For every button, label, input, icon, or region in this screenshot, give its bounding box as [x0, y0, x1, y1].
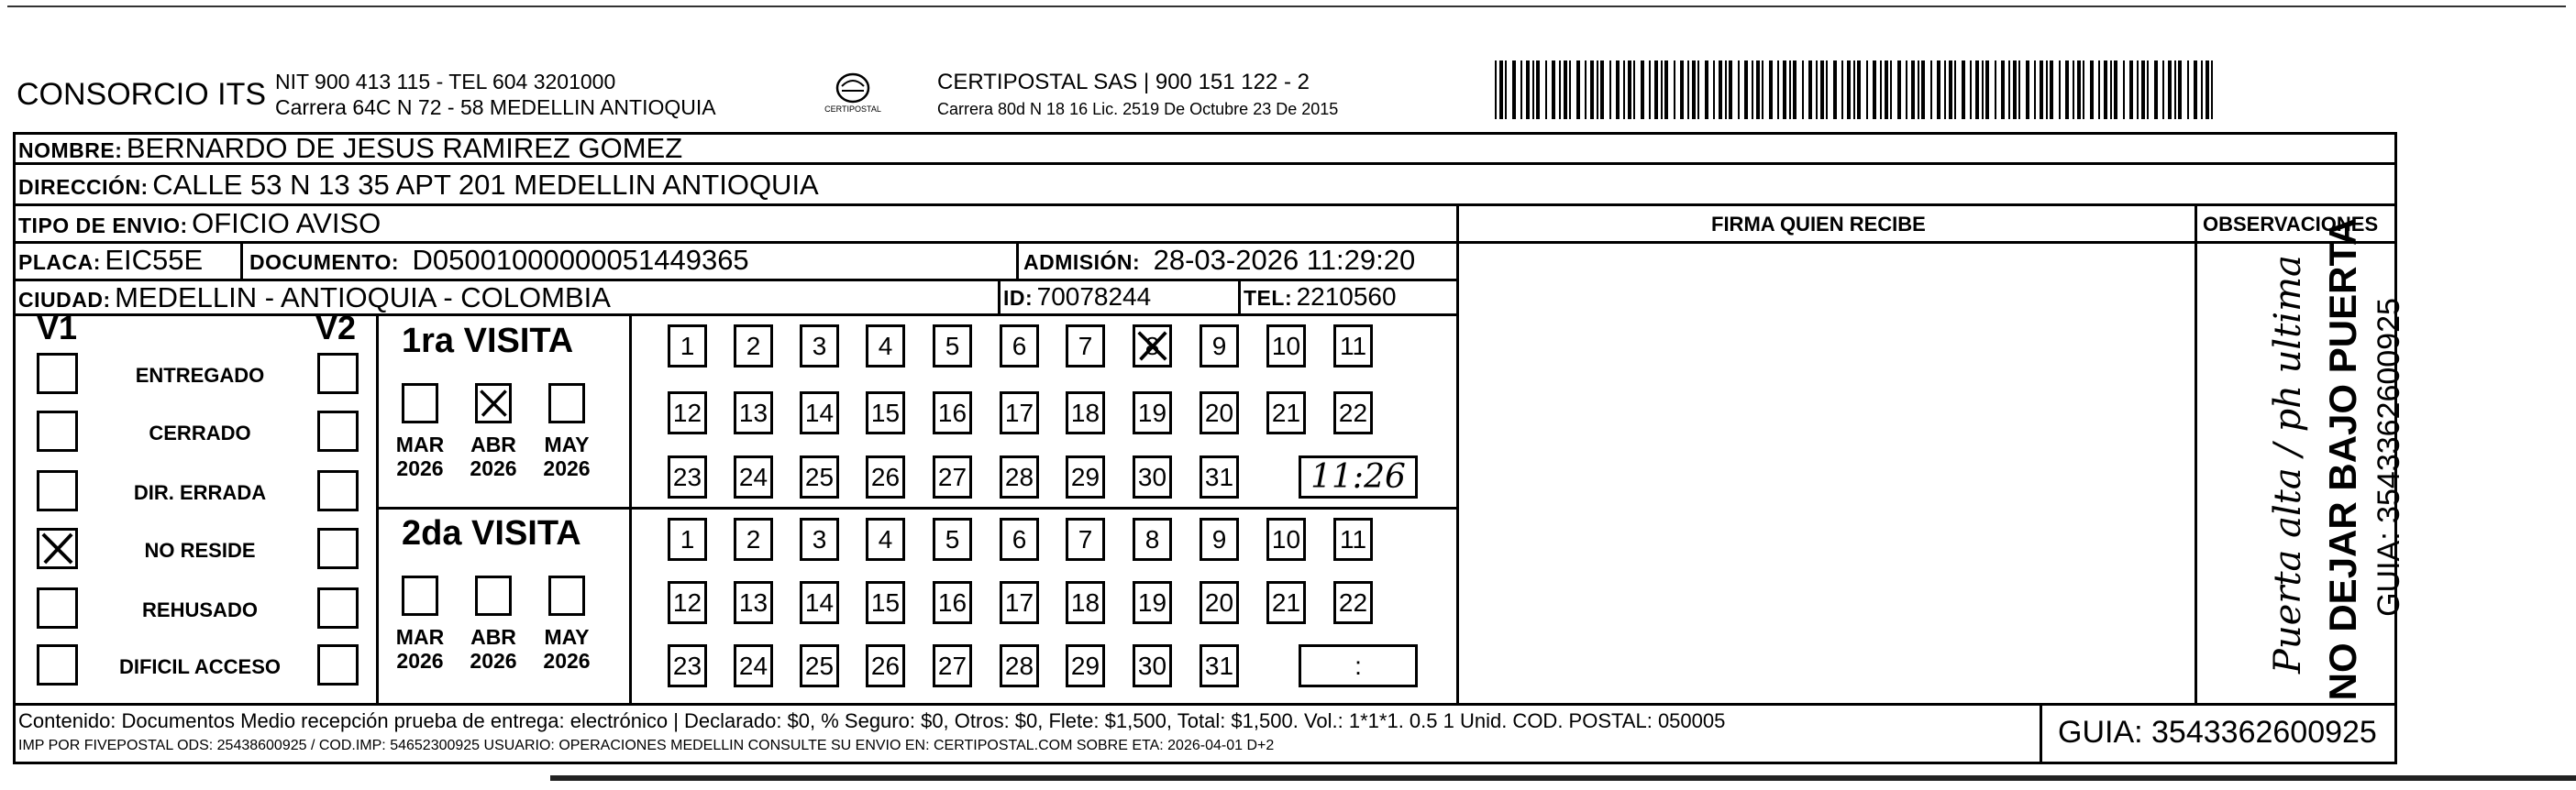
placa-value: EIC55E — [105, 244, 204, 276]
barcode-bar — [1769, 60, 1773, 119]
day-box[interactable]: 30 — [1133, 644, 1172, 687]
v1-checkbox[interactable] — [37, 528, 78, 569]
placa-row — [18, 246, 203, 274]
barcode-bar — [1962, 60, 1965, 119]
barcode-bar — [1590, 60, 1594, 119]
barcode-bar — [1921, 60, 1925, 119]
barcode-bar — [2123, 60, 2125, 119]
footer-content-line: Contenido: Documentos Medio recepción prueba de entrega: electrónico | Declarado: $0, % Seguro: $0, Otros: $0, Flete: $1,500, Total: $1,500. Vol.: 1*1*1. 0.5 1 Unid. COD. POSTAL: 050005 — [18, 709, 1726, 732]
barcode-bar — [1512, 60, 1516, 119]
col-obs-left — [2195, 203, 2197, 704]
barcode-bar — [2137, 60, 2139, 119]
barcode-bar — [2065, 60, 2069, 119]
month-label — [466, 433, 521, 481]
day-box[interactable]: 21 — [1266, 581, 1306, 624]
barcode-bar — [2147, 60, 2149, 119]
day-box[interactable]: 1 — [668, 324, 707, 368]
barcode-bar — [1808, 60, 1812, 119]
tel-label: TEL: — [1244, 286, 1293, 310]
day-box[interactable]: 16 — [933, 581, 972, 624]
status-label: CERRADO — [149, 422, 251, 444]
barcode-bar — [2077, 60, 2081, 119]
barcode-bar — [1777, 60, 1779, 119]
day-box[interactable]: 27 — [933, 644, 972, 687]
barcode-bar — [2168, 60, 2172, 119]
day-box[interactable]: 29 — [1066, 455, 1105, 499]
month-name: MAR — [395, 433, 445, 456]
barcode-bar — [1802, 60, 1804, 119]
month-label — [392, 433, 448, 481]
barcode-bar — [1949, 60, 1952, 119]
barcode-bar — [1738, 60, 1740, 119]
nombre-row — [18, 134, 682, 162]
month-name: MAY — [544, 625, 590, 649]
barcode-bar — [1783, 60, 1786, 119]
barcode-bar — [1847, 60, 1851, 119]
day-box[interactable]: 25 — [800, 455, 839, 499]
barcode-bar — [1505, 60, 1507, 119]
col-admision-div — [1016, 241, 1019, 280]
side-guia: GUIA: 3543362600925 — [2371, 298, 2406, 617]
barcode-bar — [2001, 60, 2005, 119]
barcode-bar — [1692, 60, 1696, 119]
side-warning: NO DEJAR BAJO PUERTA — [2321, 217, 2364, 701]
day-box[interactable]: 21 — [1266, 391, 1306, 434]
carrier-address: Carrera 80d N 18 16 Lic. 2519 De Octubre 23 De 2015 — [937, 100, 1339, 118]
month-year: 2026 — [543, 649, 591, 674]
certipostal-logo — [816, 66, 890, 121]
barcode-bar — [2090, 60, 2094, 119]
month-year: 2026 — [396, 456, 444, 481]
day-box[interactable]: 23 — [668, 455, 707, 499]
status-label: ENTREGADO — [135, 364, 265, 387]
status-label: NO RESIDE — [144, 539, 256, 562]
direccion-value: CALLE 53 N 13 35 APT 201 MEDELLIN ANTIOQUIA — [152, 169, 819, 201]
barcode-bar — [2178, 60, 2182, 119]
barcode-bar — [2162, 60, 2164, 119]
footer-guia-div — [2040, 703, 2042, 764]
barcode-bar — [1649, 60, 1651, 119]
month-checkbox[interactable] — [402, 576, 438, 616]
month-label — [539, 433, 594, 481]
barcode-bar — [1654, 60, 1658, 119]
day-box[interactable]: 13 — [734, 391, 773, 434]
barcode-bar — [2187, 60, 2189, 119]
barcode-bar — [1641, 60, 1644, 119]
row-line-3b — [1456, 241, 2397, 244]
barcode-bar — [1697, 60, 1699, 119]
visit-split-line — [376, 507, 1458, 510]
month-label — [539, 625, 594, 674]
barcode-bar — [1890, 60, 1892, 119]
day-box[interactable]: 15 — [866, 581, 905, 624]
v1-checkbox[interactable] — [37, 353, 78, 394]
placa-label: PLACA: — [18, 250, 101, 274]
barcode-bar — [1536, 60, 1540, 119]
barcode-bar — [1609, 60, 1611, 119]
barcode-bar — [1628, 60, 1631, 119]
barcode-bar — [2018, 60, 2020, 119]
day-box[interactable]: 26 — [866, 644, 905, 687]
day-box[interactable]: 2 — [734, 518, 773, 561]
barcode-bar — [1885, 60, 1888, 119]
barcode-bar — [1597, 60, 1598, 119]
barcode-bar — [1729, 60, 1732, 119]
barcode-bar — [1841, 60, 1843, 119]
v2-checkbox[interactable] — [317, 644, 359, 686]
firma-header: FIRMA QUIEN RECIBE — [1711, 213, 1926, 236]
day-box[interactable]: 19 — [1133, 581, 1172, 624]
v1-checkbox[interactable] — [37, 470, 78, 511]
visit2-title: 2da VISITA — [402, 514, 581, 553]
carrier-name: CERTIPOSTAL SAS | 900 151 122 - 2 — [937, 70, 1310, 94]
barcode-bar — [1897, 60, 1901, 119]
day-box[interactable]: 13 — [734, 581, 773, 624]
day-box[interactable]: 22 — [1333, 391, 1373, 434]
v2-checkbox[interactable] — [317, 353, 359, 394]
company-nit: NIT 900 413 115 - TEL 604 3201000 — [275, 70, 616, 93]
barcode-bar — [1793, 60, 1797, 119]
day-box[interactable]: 9 — [1200, 518, 1239, 561]
day-box[interactable]: 24 — [734, 455, 773, 499]
id-label: ID: — [1003, 286, 1034, 310]
col-id-div — [998, 279, 1001, 314]
col-tel-div — [1238, 279, 1241, 314]
documento-value: D05001000000051449365 — [412, 244, 749, 276]
barcode-bar — [1820, 60, 1824, 119]
barcode-bar — [2104, 60, 2107, 119]
day-box[interactable]: 4 — [866, 324, 905, 368]
scan-bottom-edge — [550, 775, 2576, 781]
day-box[interactable]: 6 — [1000, 518, 1039, 561]
barcode-bar — [2201, 60, 2203, 119]
barcode-bar — [2154, 60, 2158, 119]
day-box[interactable]: 7 — [1066, 324, 1105, 368]
barcode-bar — [1687, 60, 1689, 119]
barcode-bar — [1985, 60, 1989, 119]
barcode-bar — [1576, 60, 1580, 119]
day-box[interactable]: 25 — [800, 644, 839, 687]
barcode-bar — [2059, 60, 2061, 119]
observaciones-header: OBSERVACIONES — [2203, 213, 2379, 236]
barcode-bar — [1982, 60, 1984, 119]
barcode-bar — [1526, 60, 1530, 119]
ciudad-row — [18, 283, 611, 312]
logo-text: CERTIPOSTAL — [824, 104, 881, 114]
id-value: 70078244 — [1036, 282, 1152, 311]
nombre-label: NOMBRE: — [18, 138, 123, 162]
barcode-bar — [2026, 60, 2029, 119]
barcode-bar — [1713, 60, 1715, 119]
barcode-bar — [2050, 60, 2053, 119]
v2-checkbox[interactable] — [317, 411, 359, 452]
barcode-bar — [2046, 60, 2048, 119]
direccion-label: DIRECCIÓN: — [18, 175, 149, 199]
barcode-bar — [1664, 60, 1668, 119]
barcode-bar — [2211, 60, 2213, 119]
day-box[interactable]: 2 — [734, 324, 773, 368]
month-checkbox[interactable] — [475, 576, 512, 616]
day-box[interactable]: 18 — [1066, 391, 1105, 434]
documento-row — [249, 246, 749, 274]
barcode-bar — [1661, 60, 1663, 119]
month-checkbox[interactable] — [402, 383, 438, 423]
barcode-bar — [1752, 60, 1753, 119]
v1-checkbox[interactable] — [37, 644, 78, 686]
barcode-bar — [1495, 60, 1497, 119]
day-box[interactable]: 17 — [1000, 581, 1039, 624]
footer-guia: GUIA: 3543362600925 — [2058, 715, 2377, 750]
day-box[interactable]: 1 — [668, 518, 707, 561]
barcode-bar — [1756, 60, 1760, 119]
day-box[interactable]: 10 — [1266, 518, 1306, 561]
barcode-bar — [2013, 60, 2017, 119]
barcode-bar — [2141, 60, 2145, 119]
day-box[interactable]: 8 — [1133, 324, 1172, 368]
tel-value: 2210560 — [1296, 282, 1397, 311]
day-box[interactable]: 26 — [866, 455, 905, 499]
barcode-bar — [2194, 60, 2197, 119]
barcode-bar — [1833, 60, 1837, 119]
day-box[interactable]: 15 — [866, 391, 905, 434]
barcode-bar — [1911, 60, 1915, 119]
barcode-bar — [1674, 60, 1675, 119]
nombre-value: BERNARDO DE JESUS RAMIREZ GOMEZ — [126, 132, 683, 164]
admision-value: 28-03-2026 11:29:20 — [1153, 244, 1416, 276]
barcode-bar — [2008, 60, 2010, 119]
day-box[interactable]: 5 — [933, 518, 972, 561]
month-name: MAR — [395, 625, 445, 649]
barcode-bar — [1880, 60, 1882, 119]
month-year: 2026 — [470, 456, 517, 481]
v2-checkbox[interactable] — [317, 470, 359, 511]
tipo-label: TIPO DE ENVIO: — [18, 214, 188, 237]
day-box[interactable]: 27 — [933, 455, 972, 499]
barcode-bar — [2034, 60, 2036, 119]
month-checkbox[interactable] — [548, 576, 585, 616]
tipo-value: OFICIO AVISO — [192, 207, 381, 239]
day-box[interactable]: 10 — [1266, 324, 1306, 368]
barcode-bar — [1633, 60, 1635, 119]
barcode-bar — [1564, 60, 1567, 119]
barcode-bar — [1954, 60, 1956, 119]
barcode-bar — [1600, 60, 1604, 119]
barcode-bar — [1789, 60, 1791, 119]
tipo-row — [18, 209, 381, 237]
v2-label: V2 — [315, 309, 357, 346]
row-line-2 — [13, 203, 2397, 206]
month-name: ABR — [470, 625, 516, 649]
day-box[interactable]: 8 — [1133, 518, 1172, 561]
month-name: ABR — [470, 433, 516, 456]
month-year: 2026 — [396, 649, 444, 674]
day-box[interactable]: 18 — [1066, 581, 1105, 624]
barcode-bar — [2040, 60, 2043, 119]
barcode-bar — [2098, 60, 2100, 119]
status-label: DIFICIL ACCESO — [118, 655, 281, 678]
day-box[interactable]: 20 — [1200, 581, 1239, 624]
barcode-bar — [1705, 60, 1708, 119]
barcode-bar — [1857, 60, 1861, 119]
tel-row — [1244, 284, 1397, 310]
v1-checkbox[interactable] — [37, 411, 78, 452]
row-line-5 — [13, 313, 1459, 316]
day-box[interactable]: 28 — [1000, 455, 1039, 499]
day-box[interactable]: 30 — [1133, 455, 1172, 499]
month-year: 2026 — [543, 456, 591, 481]
status-label: REHUSADO — [142, 598, 258, 621]
status-label: DIR. ERRADA — [133, 481, 267, 504]
day-box[interactable]: 14 — [800, 391, 839, 434]
barcode-bar — [1995, 60, 1996, 119]
day-box[interactable]: 23 — [668, 644, 707, 687]
observation-note: Puerta alta / ph ultima — [2267, 255, 2309, 674]
month-checkbox[interactable] — [548, 383, 585, 423]
day-box[interactable]: 22 — [1333, 581, 1373, 624]
barcode-bar — [1930, 60, 1932, 119]
barcode-bar — [1826, 60, 1828, 119]
day-box[interactable]: 31 — [1200, 644, 1239, 687]
barcode-bar — [1680, 60, 1684, 119]
barcode-bar — [1944, 60, 1946, 119]
barcode-bar — [2073, 60, 2074, 119]
barcode-bar — [1853, 60, 1855, 119]
company-name: CONSORCIO ITS — [17, 77, 267, 112]
month-checkbox[interactable] — [475, 383, 512, 423]
day-box[interactable]: 7 — [1066, 518, 1105, 561]
barcode-bar — [2174, 60, 2176, 119]
barcode-bar — [1762, 60, 1763, 119]
barcode-bar — [1532, 60, 1534, 119]
day-box[interactable]: 12 — [668, 391, 707, 434]
day-box[interactable]: 14 — [800, 581, 839, 624]
v1-checkbox[interactable] — [37, 587, 78, 629]
day-box[interactable]: 3 — [800, 324, 839, 368]
id-row — [1003, 284, 1151, 310]
day-box[interactable]: 6 — [1000, 324, 1039, 368]
barcode-bar — [1873, 60, 1876, 119]
col-placa-div — [240, 241, 243, 280]
time-box[interactable]: 11:26 — [1299, 455, 1418, 499]
day-box[interactable]: 28 — [1000, 644, 1039, 687]
barcode-bar — [1520, 60, 1522, 119]
month-label — [466, 625, 521, 674]
barcode-bar — [1866, 60, 1868, 119]
day-box[interactable]: 9 — [1200, 324, 1239, 368]
barcode-bar — [2110, 60, 2112, 119]
barcode-bar — [1816, 60, 1818, 119]
barcode-bar — [2083, 60, 2084, 119]
day-box[interactable]: 3 — [800, 518, 839, 561]
day-box[interactable]: 20 — [1200, 391, 1239, 434]
barcode-bar — [1725, 60, 1727, 119]
day-box[interactable]: 31 — [1200, 455, 1239, 499]
month-label — [392, 625, 448, 674]
barcode — [1495, 60, 2219, 119]
scan-top-line — [7, 5, 2566, 7]
day-box[interactable]: 11 — [1333, 324, 1373, 368]
barcode-bar — [1719, 60, 1722, 119]
month-year: 2026 — [470, 649, 517, 674]
barcode-bar — [1569, 60, 1571, 119]
v1-label: V1 — [37, 309, 78, 346]
day-box[interactable]: 16 — [933, 391, 972, 434]
barcode-bar — [1616, 60, 1620, 119]
footer-print-line: IMP POR FIVEPOSTAL ODS: 25438600925 / COD.IMP: 54652300925 USUARIO: OPERACIONES MEDELLIN CONSULTE SU ENVIO EN: CERTIPOSTAL.COM SOBRE ETA: 2026-04-01 D+2 — [18, 738, 1275, 753]
barcode-bar — [1545, 60, 1547, 119]
barcode-bar — [2206, 60, 2209, 119]
barcode-bar — [2114, 60, 2117, 119]
barcode-bar — [1975, 60, 1979, 119]
day-box[interactable]: 19 — [1133, 391, 1172, 434]
v2-checkbox[interactable] — [317, 528, 359, 569]
day-box[interactable]: 4 — [866, 518, 905, 561]
barcode-bar — [1499, 60, 1503, 119]
day-box[interactable]: 17 — [1000, 391, 1039, 434]
barcode-bar — [1970, 60, 1972, 119]
day-box[interactable]: 24 — [734, 644, 773, 687]
time-box[interactable]: : — [1299, 644, 1418, 687]
barcode-bar — [1937, 60, 1940, 119]
day-box[interactable]: 29 — [1066, 644, 1105, 687]
barcode-bar — [1585, 60, 1587, 119]
barcode-bar — [1906, 60, 1907, 119]
day-box[interactable]: 11 — [1333, 518, 1373, 561]
company-address: Carrera 64C N 72 - 58 MEDELLIN ANTIOQUIA — [275, 95, 716, 119]
barcode-bar — [1623, 60, 1625, 119]
admision-label: ADMISIÓN: — [1023, 250, 1141, 274]
barcode-bar — [1559, 60, 1561, 119]
day-box[interactable]: 12 — [668, 581, 707, 624]
barcode-bar — [1744, 60, 1748, 119]
v2-checkbox[interactable] — [317, 587, 359, 629]
barcode-bar — [2129, 60, 2133, 119]
col-firma-left — [1456, 203, 1459, 704]
ciudad-label: CIUDAD: — [18, 288, 111, 312]
documento-label: DOCUMENTO: — [249, 250, 400, 274]
visit1-title: 1ra VISITA — [402, 322, 574, 360]
admision-row — [1023, 246, 1415, 274]
barcode-bar — [1918, 60, 1919, 119]
ciudad-value: MEDELLIN - ANTIOQUIA - COLOMBIA — [115, 281, 611, 313]
barcode-bar — [1552, 60, 1555, 119]
day-box[interactable]: 5 — [933, 324, 972, 368]
month-name: MAY — [544, 433, 590, 456]
direccion-row — [18, 170, 819, 199]
